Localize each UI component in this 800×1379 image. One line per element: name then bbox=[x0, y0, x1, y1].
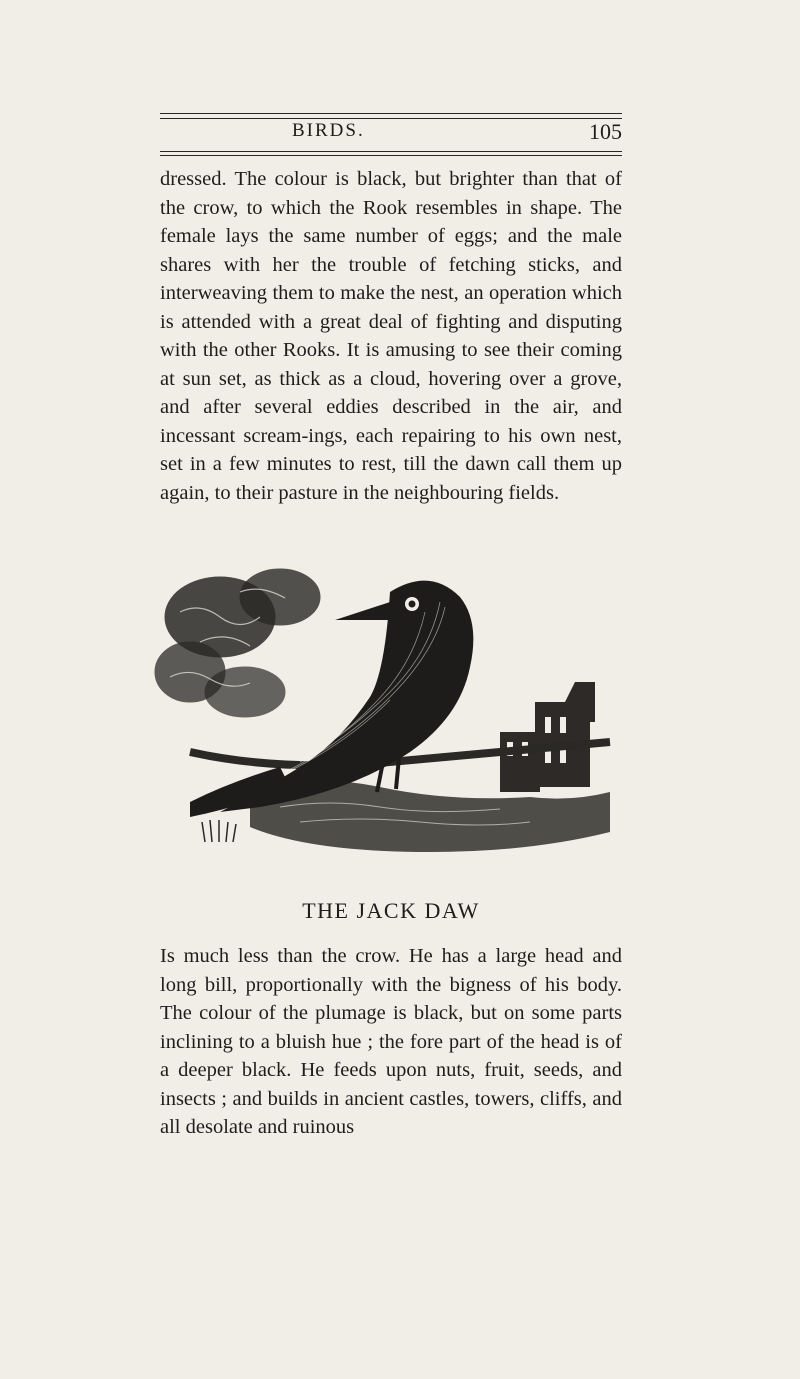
page-number: 105 bbox=[589, 119, 622, 144]
paragraph-jackdaw: Is much less than the crow. He has a large head and long bill, proportionally with the bigness of his body. The colour of the plumage is black, but on some parts inclining to a bluish hue ; the fore part of the head is of a deeper black. He feeds upon nuts, fruit, seeds, and insects ; and builds in ancient castles, towers, cliffs, and all desolate and ruinous bbox=[160, 945, 622, 1138]
header-rule-bottom-thin bbox=[160, 151, 622, 152]
illustration-caption: THE JACK DAW bbox=[302, 898, 480, 923]
header-rule-bottom bbox=[160, 155, 622, 156]
paragraph-rook: dressed. The colour is black, but brighter than that of the crow, to which the Rook resembles in shape. The female lays the same number of eggs; and the male shares with her the trouble of fetching sticks, and interweaving them to make the nest, an operation which is attended with a great deal of fighting and disputing with the other Rooks. It is amusing to see their coming at sun set, as thick as a cloud, hovering over a grove, and after several eddies described in the air, and incessant scream-ings, each repairing to his own nest, set in a few minutes to rest, till the dawn call them up again, to their pasture in the neighbouring fields. bbox=[160, 168, 622, 504]
header-rule-top-thin bbox=[160, 118, 622, 119]
jackdaw-illustration bbox=[150, 552, 630, 887]
running-head-title: BIRDS. bbox=[292, 120, 365, 141]
header-rule-top bbox=[160, 113, 622, 114]
